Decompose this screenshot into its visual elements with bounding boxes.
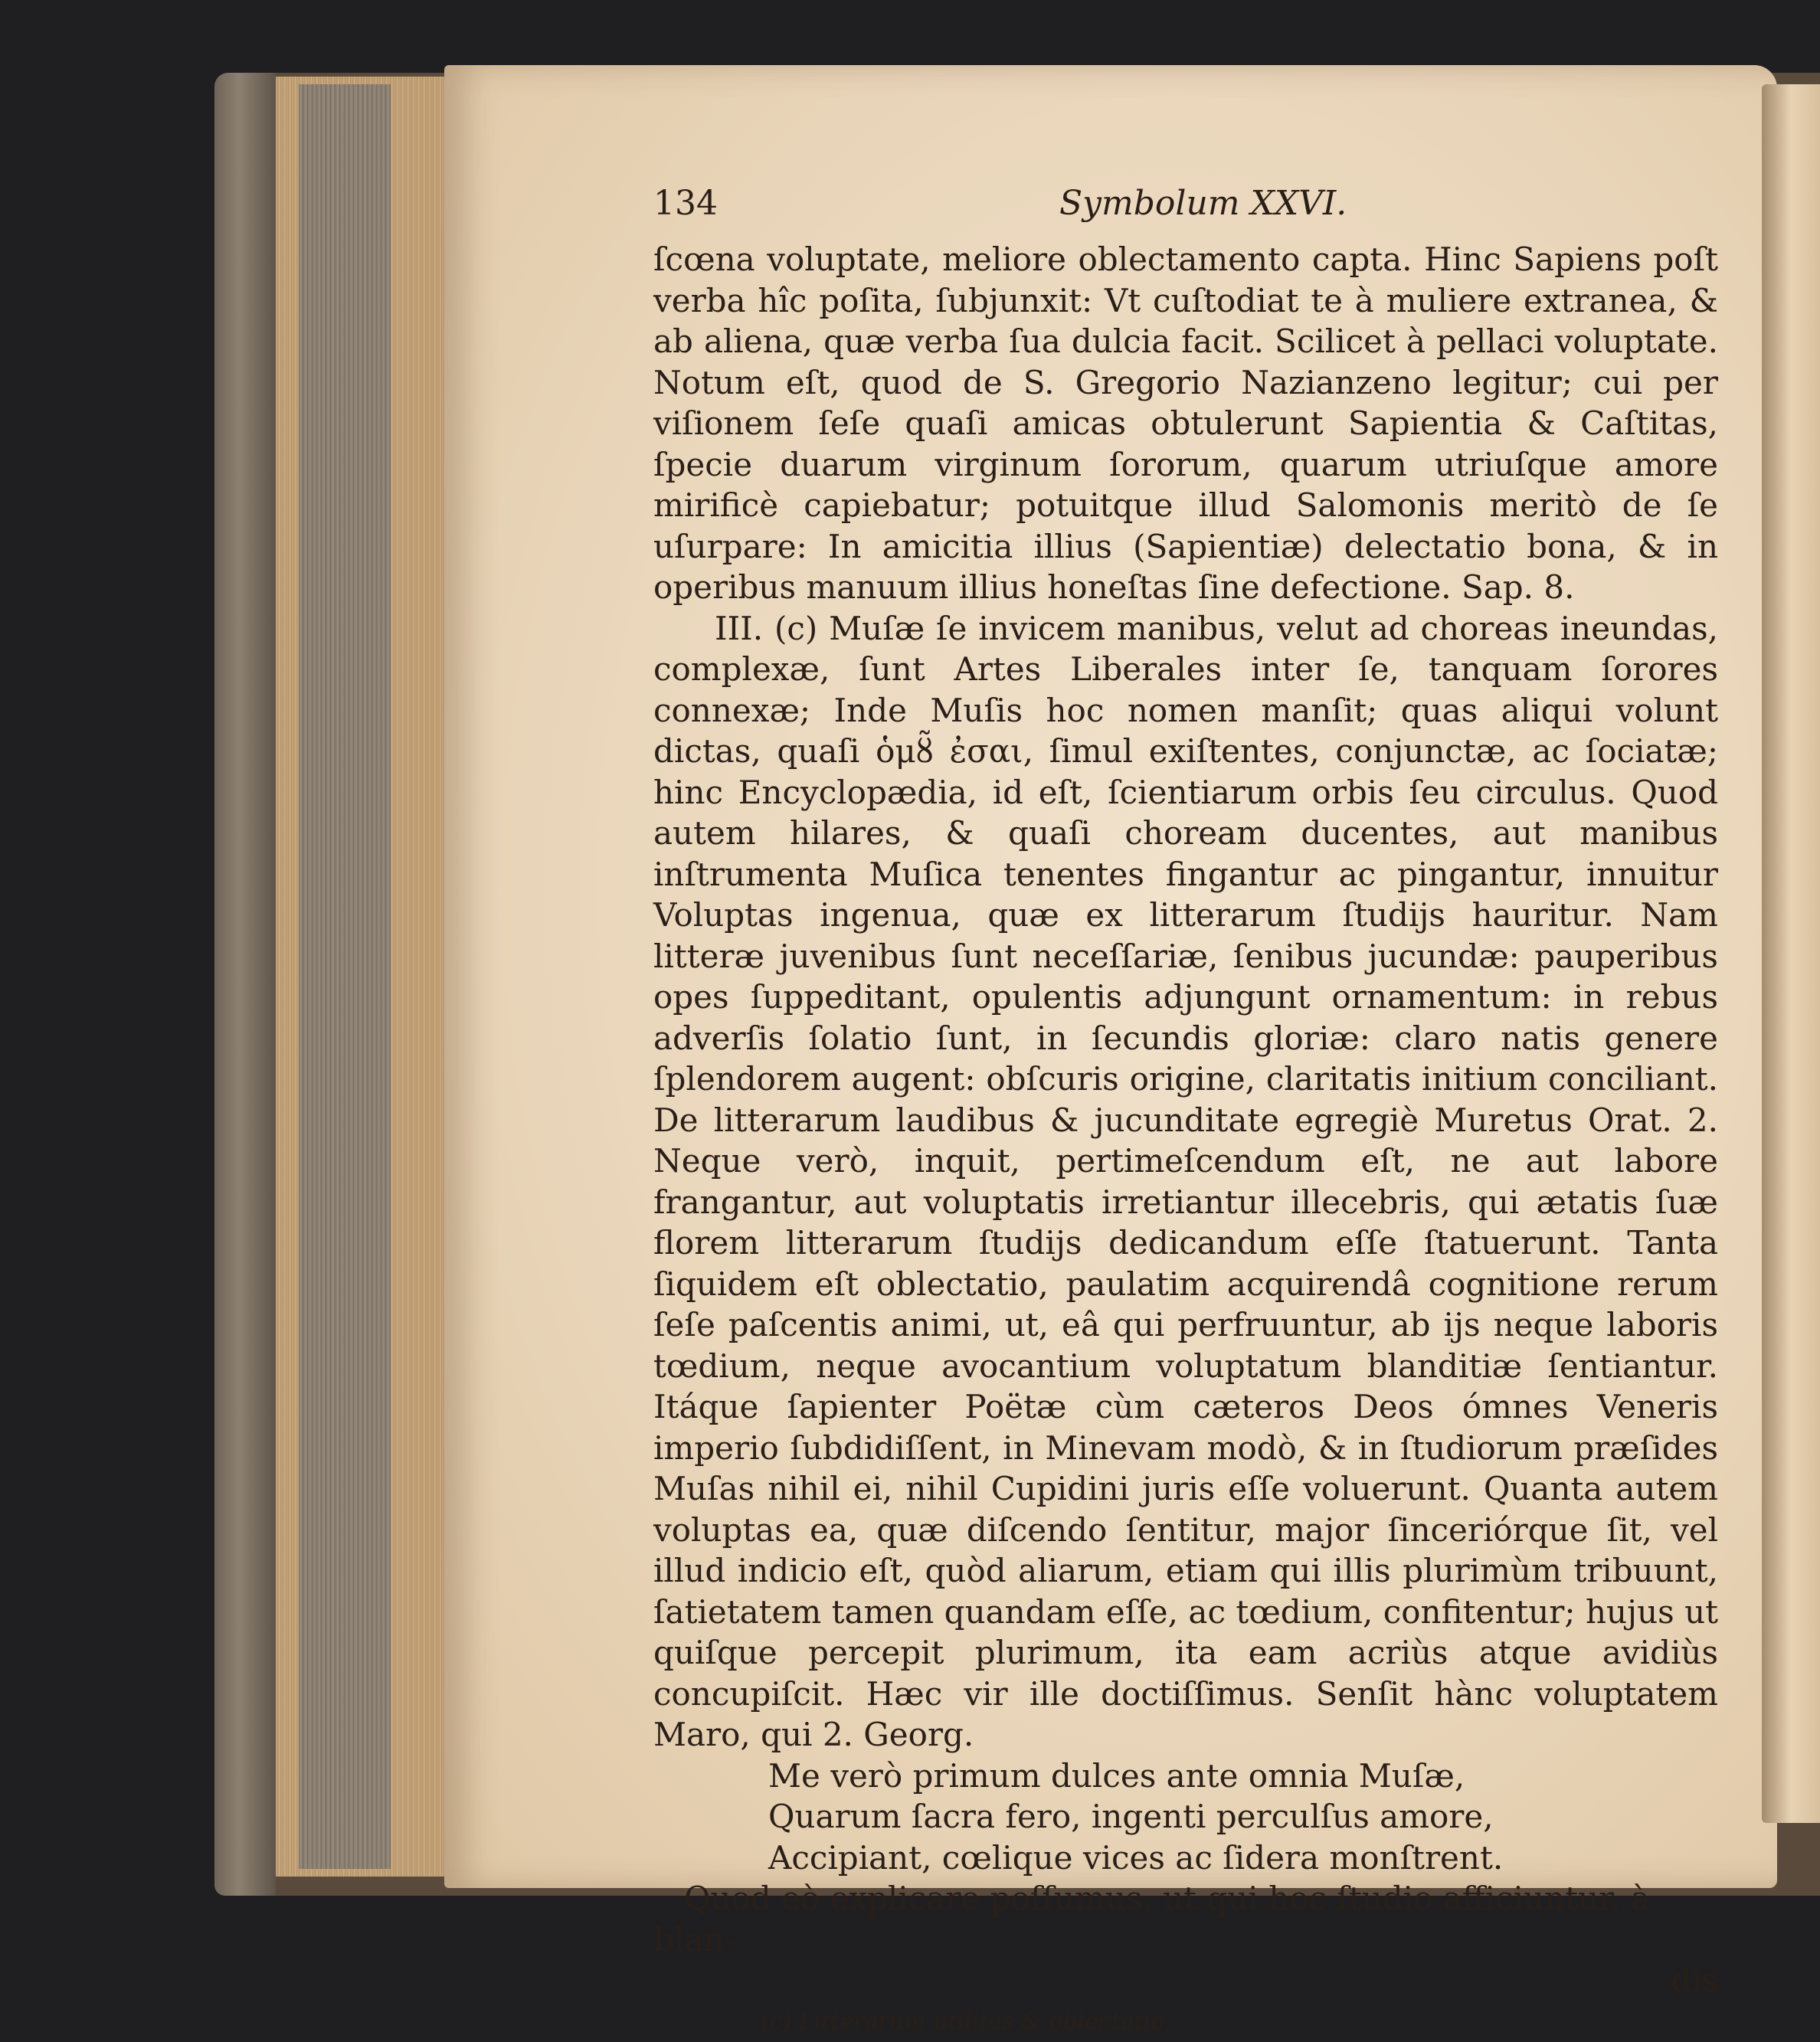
page-header: [653, 184, 1710, 237]
verse-quote: [653, 1756, 1718, 1879]
book-cover-edge: [214, 73, 276, 1896]
facing-page-edge: [1762, 84, 1820, 1823]
footnote: (c) Litterarum utilitas & oblectatio.: [653, 2001, 1718, 2042]
page-body: [653, 239, 1718, 2042]
paragraph: ſcœna voluptate, meliore oblectamento capta. Hinc Sapiens poſt verba hîc poſita, ſubjunxit: Vt cuſtodiat te à muliere extranea, & ab aliena, quæ verba ſua dulcia facit. Scilicet à pellaci voluptate. Notum eſt, quod de S. Gregorio Nazianzeno legitur; cui per viſionem ſeſe quaſi amicas obtulerunt Sapientia & Caſtitas, ſpecie duarum virginum ſororum, quarum utriuſque amore mirificè capiebatur; potuitque illud Salomonis meritò de ſe uſurpare: In amicitia illius (Sapientiæ) delectatio bona, & in operibus manuum illius honeſtas ſine defectione. Sap. 8.: [653, 239, 1718, 608]
page-edges-shadow: [299, 84, 391, 1869]
running-title: Symbolum XXVI.: [1059, 184, 1347, 223]
page-number: 134: [653, 184, 718, 223]
verse-line: Me verò primum dulces ante omnia Muſæ,: [768, 1756, 1718, 1797]
catchword: dis: [653, 1960, 1718, 2001]
paragraph: III. (c) Muſæ ſe invicem manibus, velut ad choreas ineundas, complexæ, ſunt Artes Liberales inter ſe, tanquam ſorores connexæ; Inde Muſis hoc nomen manſit; quas aliqui volunt dictas, quaſi ὁμȣ̃ ἐσαι, ſimul exiſtentes, conjunctæ, ac ſociatæ; hinc Encyclopædia, id eſt, ſcientiarum orbis ſeu circulus. Quod autem hilares, & quaſi choream ducentes, aut manibus inſtrumenta Muſica tenentes fingantur ac pingantur, innuitur Voluptas ingenua, quæ ex litterarum ſtudijs hauritur. Nam litteræ juvenibus ſunt neceſſariæ, ſenibus jucundæ: pauperibus opes ſuppeditant, opulentis adjungunt ornamentum: in rebus adverſis ſolatio ſunt, in ſecundis gloriæ: claro natis genere ſplendorem augent: obſcuris origine, claritatis initium conciliant. De litterarum laudibus & jucunditate egregiè Muretus Orat. 2. Neque verò, inquit, pertimeſcendum eſt, ne aut labore frangantur, aut voluptatis irretiantur illecebris, qui ætatis ſuæ florem litterarum ſtudijs dedicandum eſſe ſtatuerunt. Tanta ſiquidem eſt oblectatio, paulatim acquirendâ cognitione rerum ſeſe paſcentis animi, ut, eâ qui perfruuntur, ab ijs neque laboris tœdium, neque avocantium voluptatum blanditiæ ſentiantur. Itáque ſapienter Poëtæ cùm cæteros Deos ómnes Veneris imperio ſubdidiſſent, in Minevam modò, & in ſtudiorum præſides Muſas nihil ei, nihil Cupidini juris eſſe voluerunt. Quanta autem voluptas ea, quæ diſcendo ſentitur, major ſinceriórque ſit, vel illud indicio eſt, quòd aliarum, etiam qui illis plurimùm tribuunt, ſatietatem tamen quandam eſſe, ac tœdium, confitentur; hujus ut quiſque percepit plurimum, ita eam acriùs atque avidiùs concupiſcit. Hæc vir ille doctiſſimus. Senſit hànc voluptatem Maro, qui 2. Georg.: [653, 608, 1718, 1756]
verse-line: Quarum ſacra fero, ingenti perculſus amore,: [768, 1796, 1718, 1837]
closing-line: Quod eò explicare poſſumus, ut qui hoc ſtudio afficiuntur, à blan-: [653, 1878, 1718, 1960]
verse-line: Accipiant, cœlique vices ac ſidera monſtrent.: [768, 1837, 1718, 1879]
